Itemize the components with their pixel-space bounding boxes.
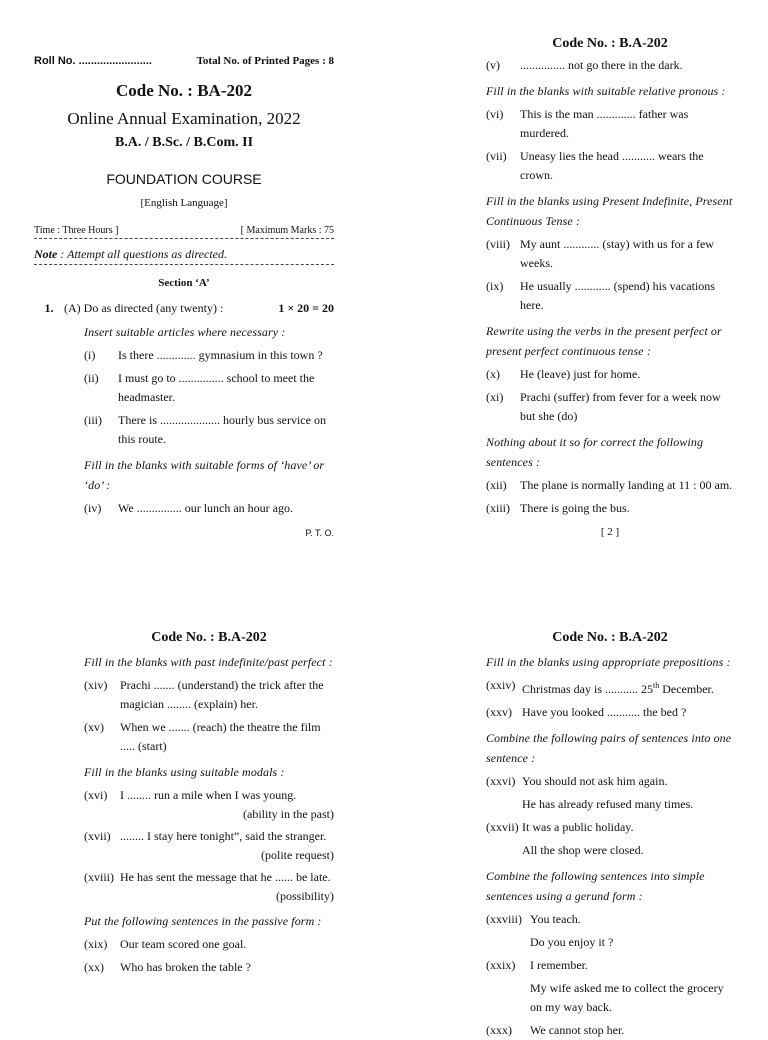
roll-number: Roll No. ........................ (34, 55, 152, 67)
item-text-line: He (leave) just for home. (520, 367, 641, 381)
question-item (486, 105, 734, 143)
item-number: (ii) (84, 371, 99, 385)
question-item (84, 411, 334, 449)
page-4 (486, 630, 734, 1040)
question-item (486, 147, 734, 185)
page-2 (486, 36, 734, 538)
item-note: (possibility) (275, 889, 334, 903)
item-text (520, 277, 734, 315)
instruction: Fill in the blanks using Present Indefinite, Present Continuous Tense : (486, 194, 733, 228)
item-number: (xxx) (486, 1023, 512, 1037)
time-label: Time : Three Hours ] (34, 225, 119, 236)
question-item (486, 818, 734, 860)
question-item (84, 935, 334, 954)
item-text-line: ............... not go there in the dark. (520, 58, 683, 72)
item-text-line: Is there ............. gymnasium in this town ? (118, 348, 323, 362)
item-number: (iv) (84, 501, 102, 515)
question-1 (34, 301, 334, 316)
item-number: (xvi) (84, 788, 108, 802)
item-number: (xx) (84, 960, 104, 974)
item-text-line: All the shop were closed. (522, 843, 644, 857)
question-number: 1. (44, 301, 54, 315)
note (34, 247, 334, 265)
item-text-line: I remember. (530, 958, 588, 972)
question-item (84, 868, 334, 887)
instruction: Fill in the blanks using appropriate prepositions : (486, 655, 731, 669)
subject-title: FOUNDATION COURSE (106, 171, 262, 187)
item-text-b: December. (659, 682, 714, 696)
item-text (120, 786, 334, 805)
instruction: Insert suitable articles where necessary : (84, 325, 286, 339)
item-text-line: We ............... our lunch an hour ago. (118, 501, 293, 515)
item-number: (vii) (486, 149, 507, 163)
item-text-line: Prachi (suffer) from fever for a week now but she (do) (520, 390, 721, 423)
item-number: (xiii) (486, 501, 510, 515)
question-item (486, 56, 734, 75)
code-number: Code No. : B.A-202 (552, 36, 668, 51)
item-text (520, 388, 734, 426)
item-text-line: We cannot stop her. (530, 1023, 625, 1037)
question-text: (A) Do as directed (any twenty) : (64, 301, 224, 315)
item-text-line: When we ....... (reach) the theatre the film ..... (start) (120, 720, 321, 753)
question-item (486, 476, 734, 495)
item-text-line: The plane is normally landing at 11 : 00 am. (520, 478, 733, 492)
question-item (486, 277, 734, 315)
page-3 (84, 630, 334, 977)
item-text (120, 676, 334, 714)
instruction: Combine the following pairs of sentences into one sentence : (486, 731, 732, 765)
item-text-line: There is .................... hourly bus service on this route. (118, 413, 326, 446)
question-item (84, 499, 334, 518)
item-text-line: This is the man ............. father was murdered. (520, 107, 689, 140)
item-number: (xxvi) (486, 774, 516, 788)
item-number: (xix) (84, 937, 108, 951)
question-item (486, 365, 734, 384)
item-note: (polite request) (261, 848, 334, 862)
item-text-line: He has already refused many times. (522, 797, 694, 811)
item-text-line: You should not ask him again. (522, 774, 668, 788)
time-marks-row (34, 225, 334, 239)
question-item (486, 956, 734, 1017)
item-text (522, 703, 734, 722)
question-item (84, 369, 334, 407)
item-number: (xxviii) (486, 912, 522, 926)
item-text-line: My wife asked me to collect the grocery on my way back. (530, 981, 724, 1014)
item-number: (xxv) (486, 705, 512, 719)
question-item (486, 676, 734, 699)
item-text-line: Uneasy lies the head ........... wears the crown. (520, 149, 704, 182)
question-item (84, 786, 334, 805)
item-number: (v) (486, 58, 500, 72)
question-item (486, 772, 734, 814)
pto-label: P. T. O. (305, 528, 334, 538)
item-number: (xviii) (84, 870, 114, 884)
item-text-line: Prachi ....... (understand) the trick after the magician ........ (explain) her. (120, 678, 324, 711)
item-text-line: Our team scored one goal. (120, 937, 247, 951)
item-text (520, 235, 734, 273)
question-item (486, 910, 734, 952)
item-number: (xv) (84, 720, 104, 734)
item-text (120, 935, 334, 954)
item-text (120, 868, 334, 887)
question-marks: 1 × 20 = 20 (278, 301, 334, 315)
item-text (120, 827, 334, 846)
question-item (84, 346, 334, 365)
section-heading: Section ‘A’ (158, 277, 210, 289)
item-text-line: Have you looked ........... the bed ? (522, 705, 687, 719)
instruction: Combine the following sentences into simple sentences using a gerund form : (486, 869, 705, 903)
language-label: [English Language] (140, 197, 228, 209)
item-number: (xxiv) (486, 678, 516, 692)
code-number: Code No. : B.A-202 (151, 630, 267, 645)
question-item (84, 958, 334, 977)
item-text-line: I ........ run a mile when I was young. (120, 788, 297, 802)
header-row (34, 55, 334, 67)
item-number: (xvii) (84, 829, 111, 843)
item-text (522, 676, 734, 699)
item-number: (xiv) (84, 678, 108, 692)
instruction: Fill in the blanks using suitable modals : (84, 765, 285, 779)
item-text-line: He usually ............ (spend) his vacations here. (520, 279, 715, 312)
item-number: (ix) (486, 279, 504, 293)
question-item (486, 235, 734, 273)
item-text (118, 346, 334, 365)
item-text-line: You teach. (530, 912, 581, 926)
exam-title: Online Annual Examination, 2022 (67, 109, 301, 128)
item-text (522, 818, 734, 860)
item-text (530, 910, 734, 952)
item-text-line: My aunt ............ (stay) with us for a few weeks. (520, 237, 714, 270)
item-text-line: Who has broken the table ? (120, 960, 251, 974)
instruction: Put the following sentences in the passive form : (84, 914, 322, 928)
item-text-line: ........ I stay here tonight”, said the stranger. (120, 829, 327, 843)
item-number: (xii) (486, 478, 507, 492)
item-number: (i) (84, 348, 96, 362)
note-label: Note (34, 247, 58, 261)
item-text (520, 105, 734, 143)
instruction: Nothing about it so for correct the following sentences : (486, 435, 704, 469)
question-item (84, 718, 334, 756)
code-number: Code No. : B.A-202 (552, 630, 668, 645)
printed-pages: Total No. of Printed Pages : 8 (196, 55, 334, 67)
question-item (84, 676, 334, 714)
item-text (118, 499, 334, 518)
question-item (84, 827, 334, 846)
page-1 (34, 55, 334, 538)
question-item (486, 388, 734, 426)
item-number: (viii) (486, 237, 510, 251)
item-text (120, 958, 334, 977)
item-number: (xxix) (486, 958, 516, 972)
item-text (118, 369, 334, 407)
item-text (530, 956, 734, 1017)
item-number: (iii) (84, 413, 102, 427)
item-text (520, 56, 734, 75)
item-text (522, 772, 734, 814)
instruction: Rewrite using the verbs in the present perfect or present perfect continuous tense : (486, 324, 722, 358)
item-text (520, 365, 734, 384)
instruction: Fill in the blanks with suitable relative pronous : (486, 84, 726, 98)
item-text (118, 411, 334, 449)
item-text-line: Do you enjoy it ? (530, 935, 614, 949)
item-text (520, 476, 734, 495)
item-text (120, 718, 334, 756)
item-note: (ability in the past) (243, 807, 334, 821)
question-item (486, 703, 734, 722)
note-text: : Attempt all questions as directed. (57, 247, 227, 261)
marks-label: [ Maximum Marks : 75 (240, 225, 334, 236)
item-number: (xxvii) (486, 820, 519, 834)
instruction: Fill in the blanks with past indefinite/past perfect : (84, 655, 333, 669)
item-number: (xi) (486, 390, 504, 404)
course-title: B.A. / B.Sc. / B.Com. II (114, 135, 254, 150)
item-text-line: There is going the bus. (520, 501, 630, 515)
item-text (520, 499, 734, 518)
item-number: (vi) (486, 107, 504, 121)
item-text-line: It was a public holiday. (522, 820, 634, 834)
item-superscript: th (653, 681, 660, 690)
code-number: Code No. : BA-202 (116, 81, 252, 100)
instruction: Fill in the blanks with suitable forms of ‘have’ or ‘do’ : (84, 458, 325, 492)
item-text-line: He has sent the message that he ...... be late. (120, 870, 331, 884)
question-item (486, 499, 734, 518)
item-number: (x) (486, 367, 500, 381)
item-text-a: Christmas day is ........... 25 (522, 682, 653, 696)
item-text (520, 147, 734, 185)
item-text-line: I must go to ............... school to meet the headmaster. (118, 371, 315, 404)
page-number: [ 2 ] (600, 526, 620, 538)
